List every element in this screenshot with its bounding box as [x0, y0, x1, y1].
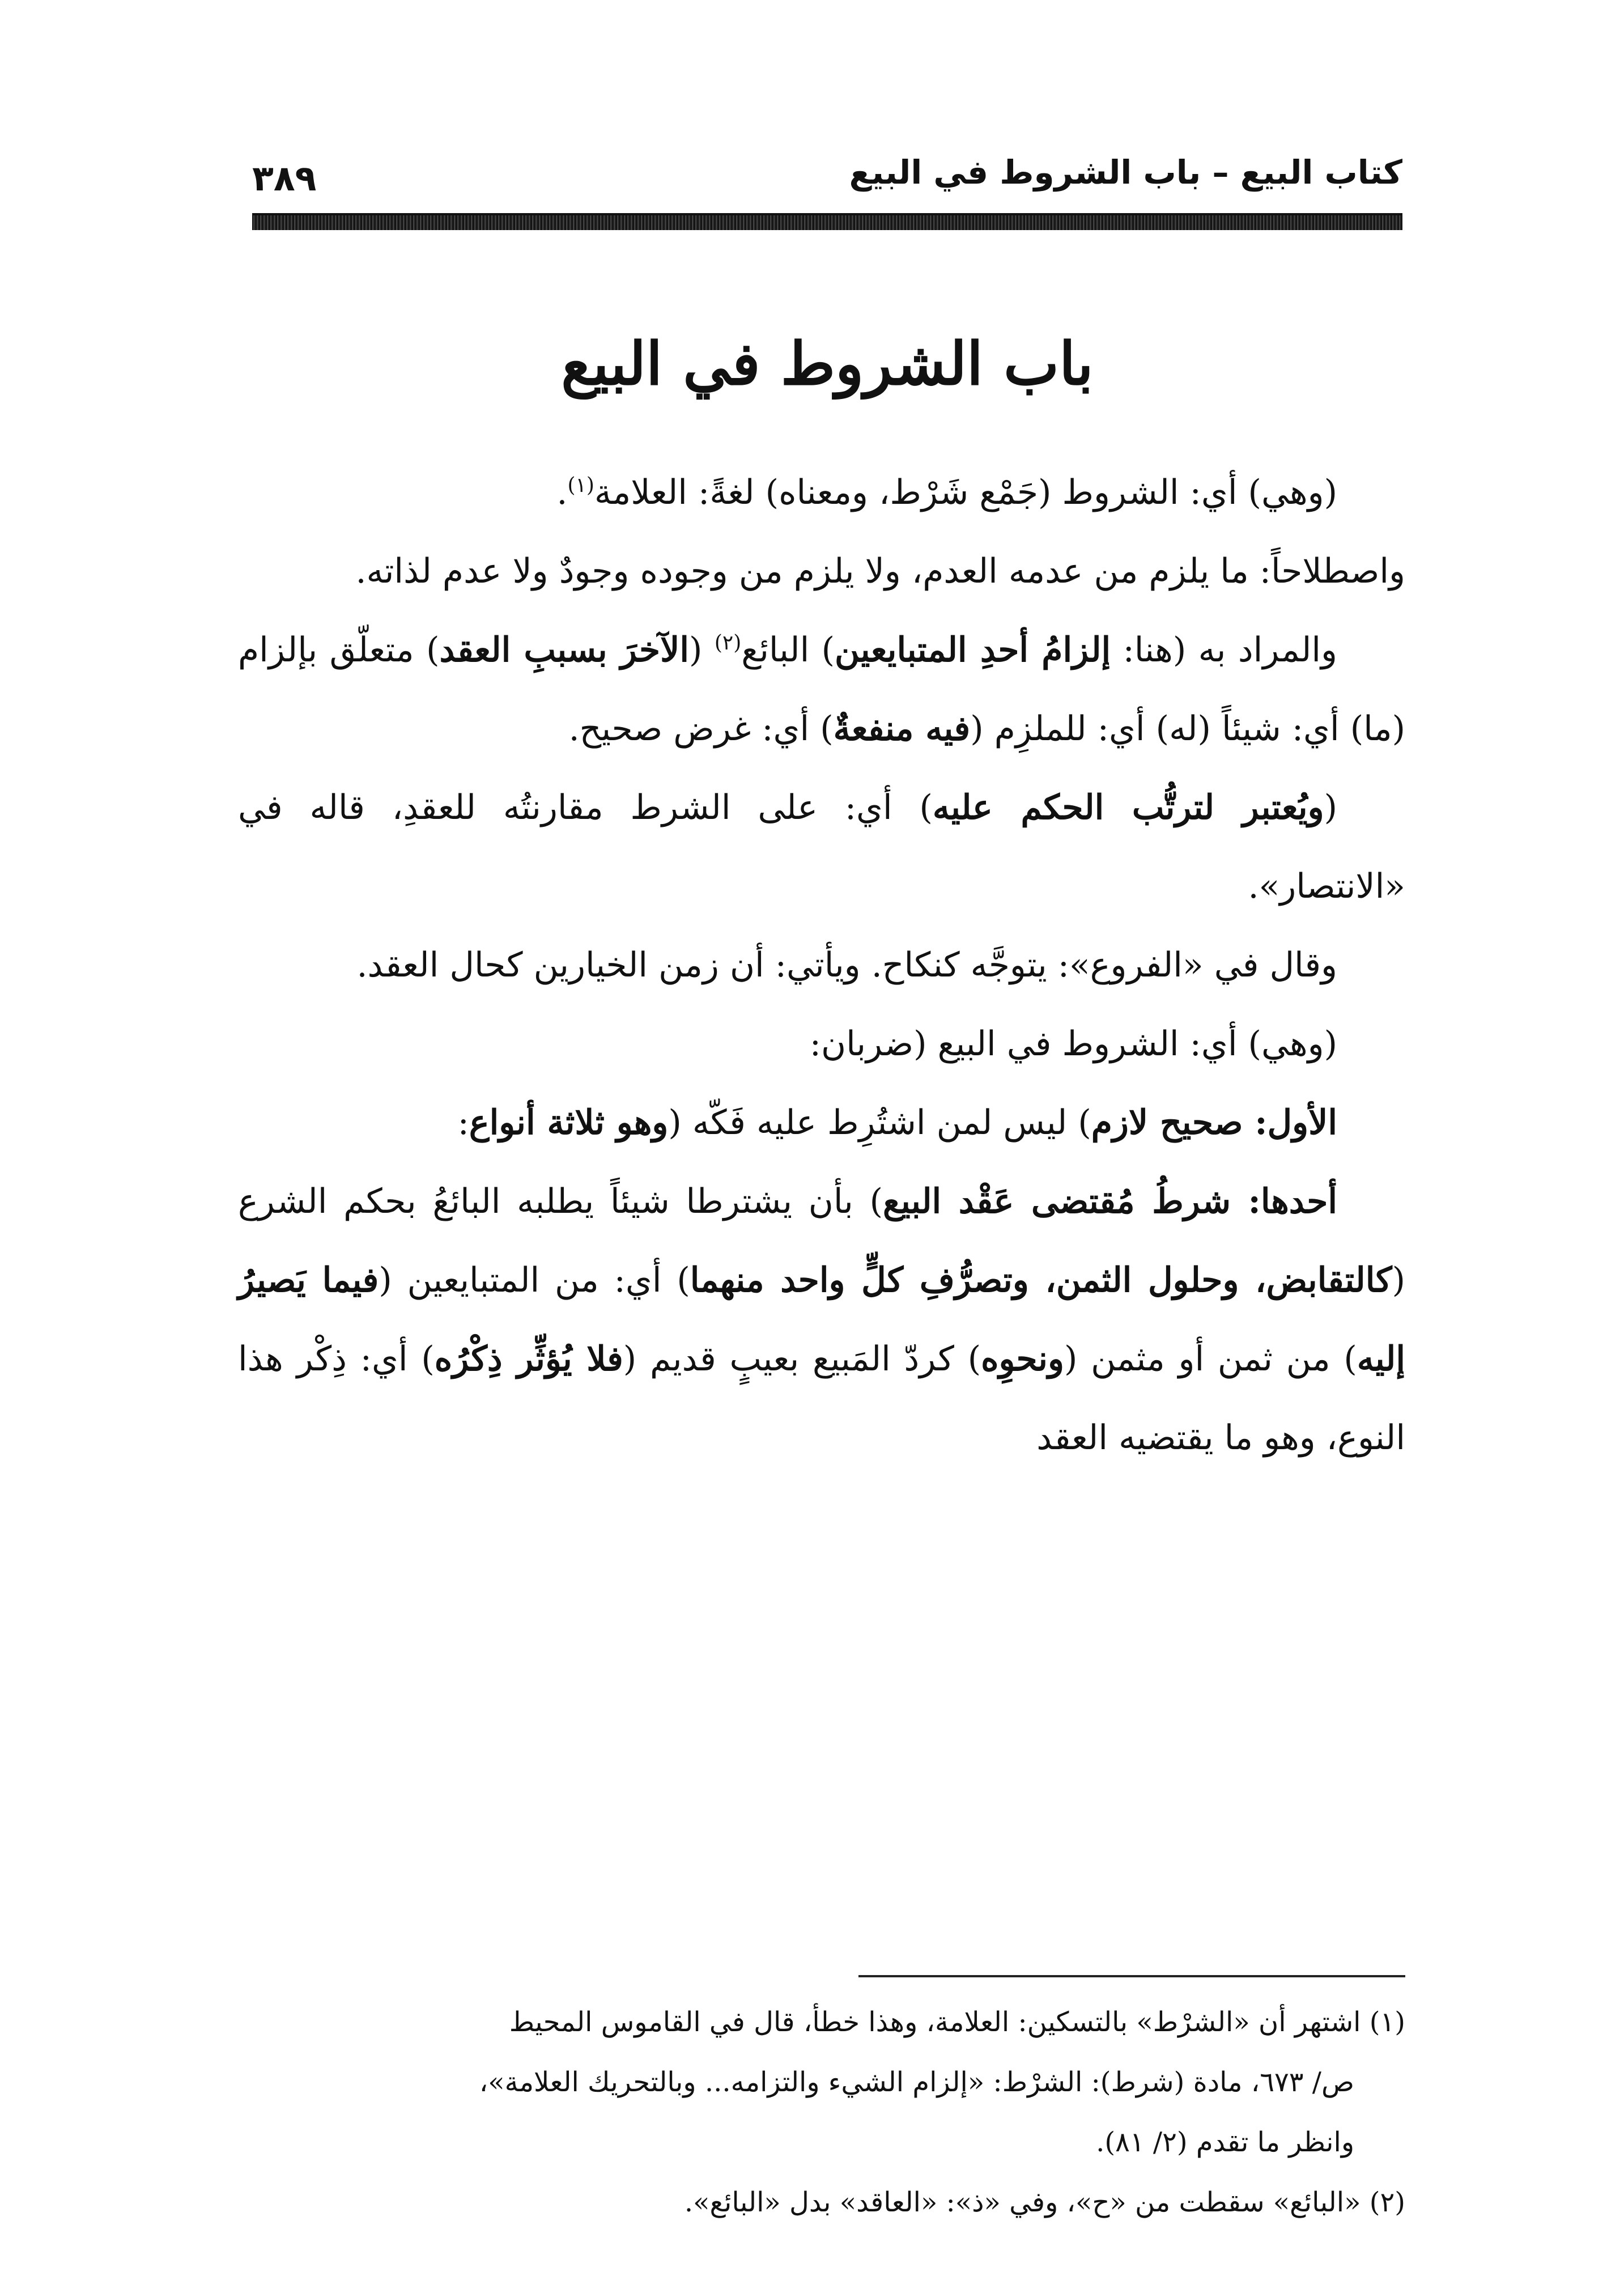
paragraph-1-end: . — [556, 473, 568, 512]
p4-part-a: ( — [1324, 788, 1337, 827]
paragraph-2: واصطلاحاً: ما يلزم من عدمه العدم، ولا يلزم من وجوده وجودٌ ولا عدم لذاته. — [355, 551, 1405, 591]
footnote-1-line-2: ص/ ٦٧٣، مادة (شرط): الشرْط: «إلزام الشيء والتزامه... وبالتحريك العلامة»، — [479, 2066, 1354, 2098]
p8-part-d: ) أي: من المتبايعين ( — [379, 1260, 690, 1300]
p3-part-h: ) أي: غرض صحيح. — [568, 709, 834, 749]
p8-part-j: ) أي: ذِكْر هذا النوع، وهو ما يقتضيه العقد — [238, 1339, 1405, 1458]
chapter-title: باب الشروط في البيع — [561, 329, 1094, 398]
p7-bold-c: وهو ثلاثة أنواع — [469, 1103, 669, 1143]
p3-part-f: ) متعلّق بإلزام (ما) أي: شيئاً (له) أي: للملزِم ( — [238, 630, 1405, 749]
paragraph-7 — [238, 1084, 1405, 1162]
p8-bold-e: فيما يَصيرُ إليه — [238, 1260, 1405, 1379]
p3-part-d: ( — [689, 630, 715, 670]
p3-part-c: ) البائع — [741, 630, 835, 670]
paragraph-1 — [238, 453, 1405, 532]
footnote-1-line-3: وانظر ما تقدم (٢/ ٨١). — [1096, 2126, 1354, 2158]
header-rule — [252, 215, 1402, 230]
paragraph-1-text: (وهي) أي: الشروط (جَمْع شَرْط، ومعناه) لغةً: العلامة — [594, 473, 1337, 512]
paragraph-5: وقال في «الفروع»: يتوجَّه كنكاح. ويأتي: أن زمن الخيارين كحال العقد. — [356, 945, 1337, 985]
p7-bold-a: الأول: صحيح لازم — [1091, 1103, 1337, 1143]
body-text — [238, 453, 1405, 1477]
running-header — [252, 142, 1402, 210]
paragraph-3 — [238, 611, 1405, 768]
paragraph-8 — [238, 1162, 1405, 1477]
p3-bold-b: إلزامُ أحدِ المتبايعين — [835, 630, 1111, 670]
p8-part-f: ) من ثمن أو مثمن ( — [1064, 1339, 1357, 1379]
footnotes — [238, 1992, 1405, 2232]
p4-bold-b: ويُعتبر لترتُّب الحكم عليه — [932, 788, 1324, 827]
paragraph-4 — [238, 768, 1405, 926]
p8-part-b: ) بأن يشترطا شيئاً يطلبه البائعُ بحكم الشرع ( — [238, 1182, 1405, 1300]
p8-bold-i: فلا يُؤثِّر ذِكْرُه — [434, 1339, 623, 1379]
footnote-ref-1: (١) — [567, 474, 594, 497]
footnote-2: (٢) «البائع» سقطت من «ح»، وفي «ذ»: «العاقد» بدل «البائع». — [684, 2186, 1405, 2218]
footnote-divider — [858, 1975, 1405, 1977]
page-number: ٣٨٩ — [252, 158, 317, 199]
footnote-1-line-1: (١) اشتهر أن «الشرْط» بالتسكين: العلامة، وهذا خطأ، قال في القاموس المحيط — [509, 2006, 1405, 2038]
p3-part-a: والمراد به (هنا: — [1111, 630, 1337, 670]
paragraph-6: (وهي) أي: الشروط في البيع (ضربان: — [809, 1024, 1337, 1064]
p7-part-b: ) ليس لمن اشتُرِط عليه فَكّه ( — [668, 1103, 1091, 1143]
p7-part-d: : — [457, 1103, 469, 1143]
p8-bold-c: كالتقابض، وحلول الثمن، وتصرُّفِ كلٍّ واحد منهما — [690, 1260, 1392, 1300]
p8-bold-a: أحدها: شرطُ مُقتضى عَقْد البيع — [883, 1182, 1337, 1221]
p3-bold-g: فيه منفعةٌ — [833, 709, 971, 749]
p8-part-h: ) كردّ المَبيع بعيبٍ قديم ( — [623, 1339, 981, 1379]
p8-bold-g: ونحوِه — [981, 1339, 1064, 1379]
footnote-ref-2: (٢) — [714, 631, 742, 655]
header-title: كتاب البيع – باب الشروط في البيع — [849, 153, 1402, 192]
p4-part-c: ) أي: على الشرط مقارنتُه للعقدِ، قاله في «الانتصار». — [238, 788, 1405, 906]
p3-bold-e: الآخرَ بسببِ العقد — [439, 630, 690, 670]
